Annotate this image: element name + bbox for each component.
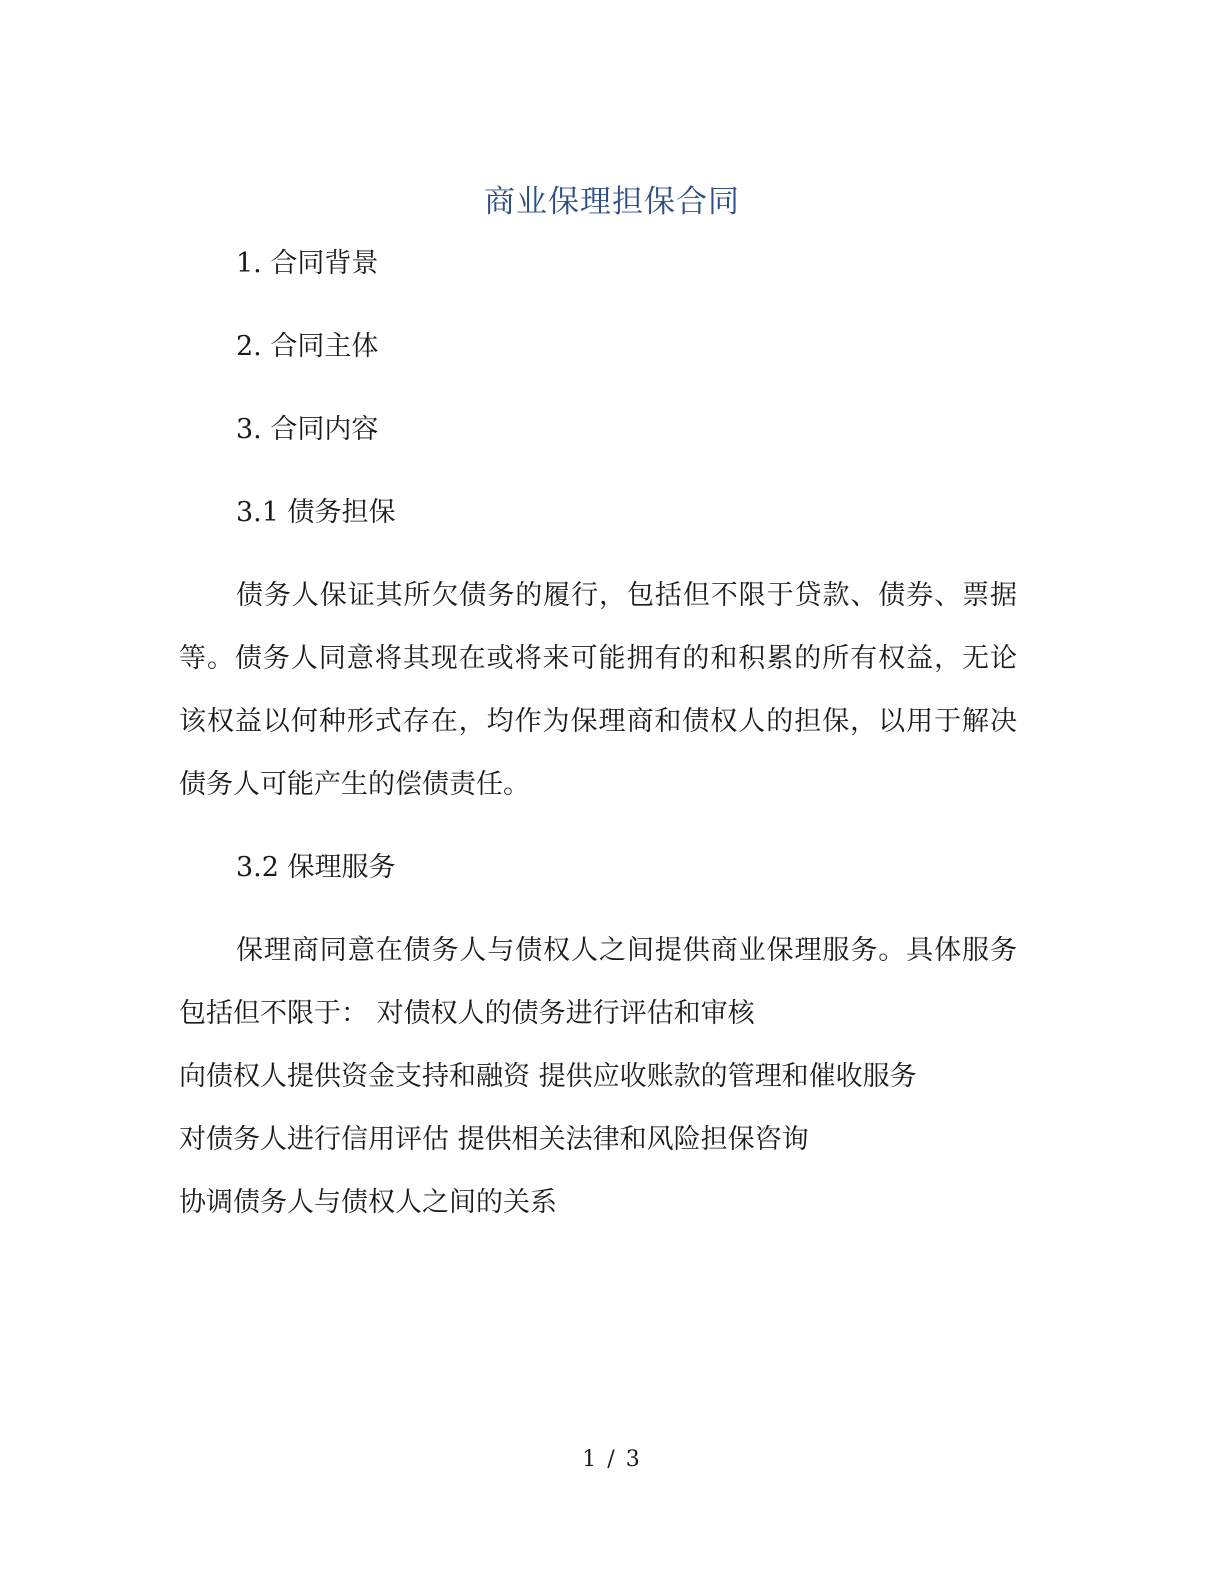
section-heading-debt-guarantee: 3.1 债务担保 [236,497,396,528]
paragraph-line: 债务人保证其所欠债务的履行，包括但不限于贷款、债券、票据 [236,580,1017,611]
paragraph-line: 等。债务人同意将其现在或将来可能拥有的和积累的所有权益，无论 [179,643,1017,674]
paragraph-line: 对债务人进行信用评估 提供相关法律和风险担保咨询 [179,1124,809,1155]
paragraph-line: 债务人可能产生的偿债责任。 [179,769,530,800]
toc-item-content: 3. 合同内容 [236,414,379,445]
section-heading-factoring-service: 3.2 保理服务 [236,852,396,883]
document-title: 商业保理担保合同 [484,184,740,220]
toc-item-parties: 2. 合同主体 [236,331,379,362]
page-number: 1 / 3 [582,1447,642,1472]
paragraph-line: 该权益以何种形式存在，均作为保理商和债权人的担保，以用于解决 [179,706,1017,737]
paragraph-line: 保理商同意在债务人与债权人之间提供商业保理服务。具体服务 [236,935,1017,966]
paragraph-line: 协调债务人与债权人之间的关系 [179,1187,557,1218]
paragraph-line: 向债权人提供资金支持和融资 提供应收账款的管理和催收服务 [179,1061,917,1092]
paragraph-line: 包括但不限于： 对债权人的债务进行评估和审核 [179,998,755,1029]
toc-item-background: 1. 合同背景 [236,248,379,279]
